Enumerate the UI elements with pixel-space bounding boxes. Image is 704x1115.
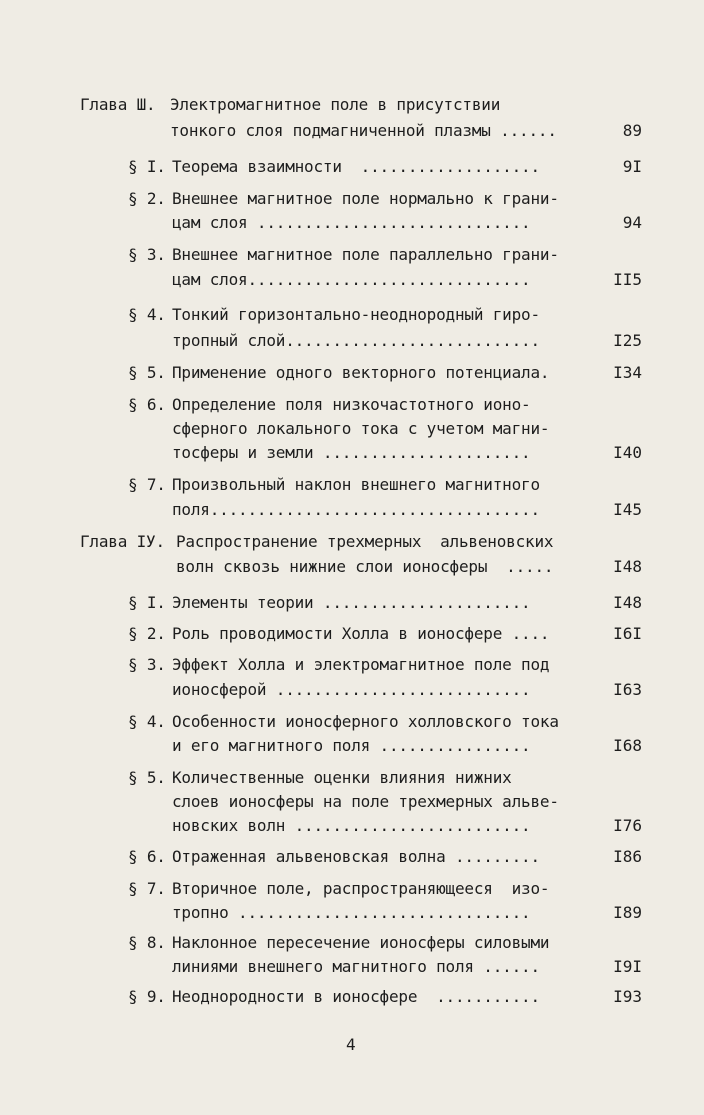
toc-entry-chapter-3 — [0, 94, 704, 140]
toc-entry-section-6 — [0, 394, 704, 462]
entry-line: Неоднородности в ионосфере ........... — [172, 987, 540, 1006]
entry-line: Электромагнитное поле в присутствии — [170, 95, 501, 114]
page-number: I48 — [613, 593, 642, 612]
page-number: I76 — [613, 816, 642, 835]
section-label: § I. — [128, 157, 166, 176]
entry-line: линиями внешнего магнитного поля ...... — [172, 957, 540, 976]
chapter-label: Глава Ш. — [80, 95, 156, 114]
entry-line: Особенности ионосферного холловского тока — [172, 712, 559, 731]
section-label: § 2. — [128, 189, 166, 208]
toc-entry-section-1 — [0, 156, 704, 186]
toc-entry-section-4 — [0, 304, 704, 350]
page-number: I68 — [613, 736, 642, 755]
page-number: I89 — [613, 903, 642, 922]
entry-line: цам слоя.............................. — [172, 270, 531, 289]
section-label: § 6. — [128, 847, 166, 866]
entry-line: Распространение трехмерных альвеновских — [176, 532, 554, 551]
page-number: I40 — [613, 443, 642, 462]
toc-entry-section-8 — [0, 932, 704, 976]
entry-line: поля................................... — [172, 500, 540, 519]
section-label: § 3. — [128, 245, 166, 264]
page-number: I63 — [613, 680, 642, 699]
entry-line: Отраженная альвеновская волна ......... — [172, 847, 540, 866]
toc-entry-section-5 — [0, 767, 704, 835]
page-number: I6I — [613, 624, 642, 643]
section-label: § 3. — [128, 655, 166, 674]
entry-line: новских волн ......................... — [172, 816, 531, 835]
page-number: 89 — [622, 121, 642, 140]
entry-line: слоев ионосферы на поле трехмерных альве- — [172, 792, 559, 811]
section-label: § 4. — [128, 712, 166, 731]
toc-entry-section-9 — [0, 986, 704, 1016]
toc-entry-section-5 — [0, 362, 704, 392]
page-number: 9I — [622, 157, 642, 176]
toc-entry-section-2 — [0, 623, 704, 653]
entry-line: тропно ............................... — [172, 903, 531, 922]
entry-line: Элементы теории ...................... — [172, 593, 531, 612]
section-label: § 6. — [128, 395, 166, 414]
entry-line: Роль проводимости Холла в ионосфере .... — [172, 624, 550, 643]
entry-line: Внешнее магнитное поле параллельно грани- — [172, 245, 559, 264]
toc-entry-chapter-4 — [0, 531, 704, 576]
entry-line: Количественные оценки влияния нижних — [172, 768, 512, 787]
entry-line: Эффект Холла и электромагнитное поле под — [172, 655, 550, 674]
entry-line: Внешнее магнитное поле нормально к грани- — [172, 189, 559, 208]
page-number: I86 — [613, 847, 642, 866]
section-label: § 2. — [128, 624, 166, 643]
entry-line: Произвольный наклон внешнего магнитного — [172, 475, 540, 494]
entry-line: тосферы и земли ...................... — [172, 443, 531, 462]
section-label: § 8. — [128, 933, 166, 952]
entry-line: ионосферой ........................... — [172, 680, 531, 699]
entry-line: тонкого слоя подмагниченной плазмы ...... — [170, 121, 557, 140]
section-label: § 5. — [128, 768, 166, 787]
page-number: 94 — [622, 213, 642, 232]
section-label: § 9. — [128, 987, 166, 1006]
entry-line: Наклонное пересечение ионосферы силовыми — [172, 933, 550, 952]
entry-line: Тонкий горизонтально-неоднородный гиро- — [172, 305, 540, 324]
section-label: § 4. — [128, 305, 166, 324]
entry-line: Определение поля низкочастотного ионо- — [172, 395, 531, 414]
page-number: I34 — [613, 363, 642, 382]
entry-line: и его магнитного поля ................ — [172, 736, 531, 755]
page-footer-number: 4 — [346, 1035, 356, 1054]
section-label: § 7. — [128, 475, 166, 494]
toc-entry-section-7 — [0, 878, 704, 922]
toc-entry-section-7 — [0, 474, 704, 519]
toc-entry-section-2 — [0, 188, 704, 232]
entry-line: Применение одного векторного потенциала. — [172, 363, 550, 382]
toc-entry-section-1 — [0, 592, 704, 622]
entry-line: Вторичное поле, распространяющееся изо- — [172, 879, 550, 898]
entry-line: тропный слой........................... — [172, 331, 540, 350]
page-number: II5 — [613, 270, 642, 289]
toc-entry-section-3 — [0, 244, 704, 289]
entry-line: сферного локального тока с учетом магни- — [172, 419, 550, 438]
entry-line: Теорема взаимности ................... — [172, 157, 540, 176]
toc-entry-section-6 — [0, 846, 704, 876]
section-label: § 5. — [128, 363, 166, 382]
chapter-label: Глава IУ. — [80, 532, 165, 551]
section-label: § 7. — [128, 879, 166, 898]
section-label: § I. — [128, 593, 166, 612]
entry-line: волн сквозь нижние слои ионосферы ..... — [176, 557, 554, 576]
entry-line: цам слоя ............................. — [172, 213, 531, 232]
page-number: I45 — [613, 500, 642, 519]
page-number: I48 — [613, 557, 642, 576]
page-number: I93 — [613, 987, 642, 1006]
page-number: I25 — [613, 331, 642, 350]
toc-entry-section-3 — [0, 654, 704, 699]
page-number: I9I — [613, 957, 642, 976]
toc-entry-section-4 — [0, 711, 704, 755]
